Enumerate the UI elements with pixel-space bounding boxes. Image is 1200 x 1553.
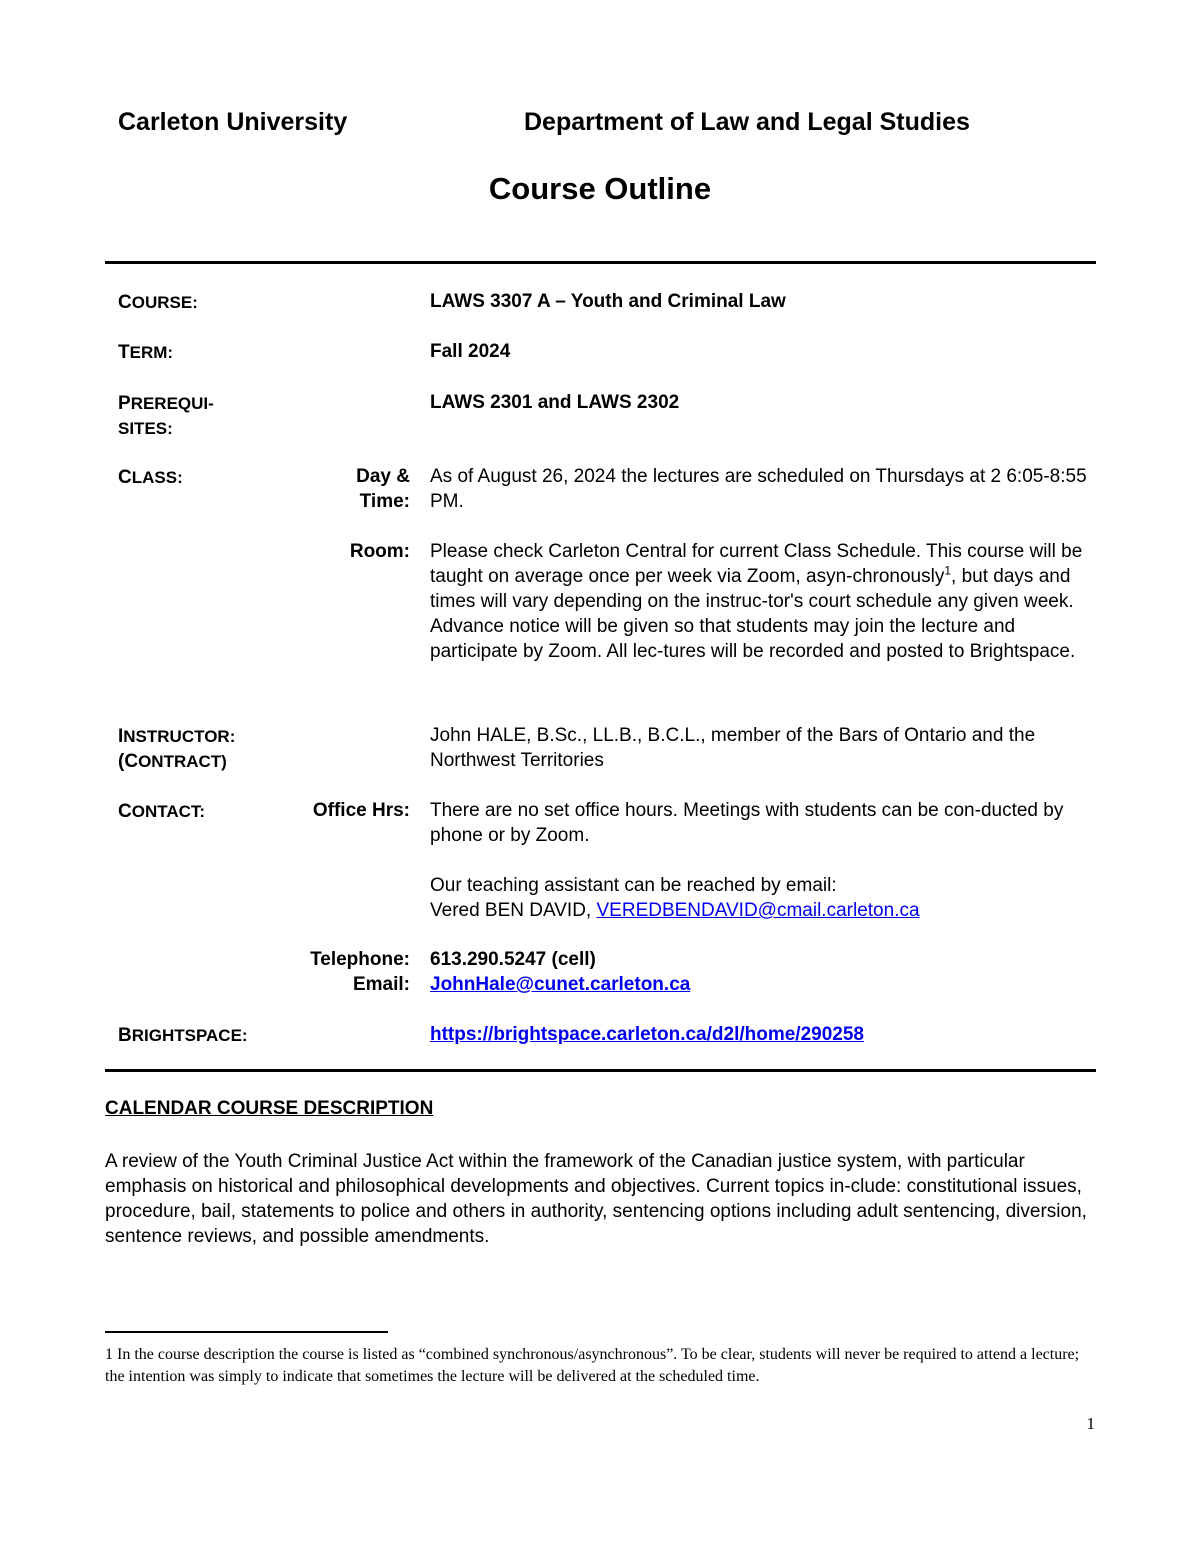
term-value: Fall 2024 (430, 341, 511, 362)
description-text: A review of the Youth Criminal Justice Act within the framework of the Canadian justice system, with particular emphasis on historical and philosophical developments and objectives. Current topics in-clude: constitutional issues, procedure, bail, statements to police and others in authority, sentencing options including adult sentencing, diversion, sentence reviews, and possible amendments. (105, 1151, 1087, 1247)
telephone-value: 613.290.5247 (cell) (430, 949, 596, 970)
brightspace-label: BRIGHTSPACE: (118, 1025, 248, 1046)
ta-contact (430, 873, 1092, 923)
class-label: CLASS: (118, 467, 183, 488)
prerequisites-label: PREREQUI- SITES: (118, 393, 214, 438)
term-label: TERM: (118, 342, 174, 363)
contact-label: CONTACT: (118, 801, 206, 822)
telephone-label: Telephone: (310, 949, 410, 970)
instructor-label: INSTRUCTOR: (CONTRACT) (118, 726, 236, 772)
page-title: Course Outline (488, 171, 712, 206)
brightspace-link[interactable]: https://brightspace.carleton.ca/d2l/home/290258 (430, 1024, 864, 1045)
ta-email-link[interactable]: VEREDBENDAVID@cmail.carleton.ca (596, 900, 920, 921)
office-hours-label: Office Hrs: (312, 800, 410, 821)
top-rule (105, 261, 1096, 264)
footnote-separator (105, 1331, 388, 1333)
footnote-number: 1 (105, 1346, 113, 1363)
day-time-value: As of August 26, 2024 the lectures are scheduled on Thursdays at 2 6:05-8:55 PM. (430, 466, 1087, 512)
course-label: COURSE: (118, 292, 198, 313)
day-time-label: Day & Time: (356, 466, 410, 512)
prerequisites-value: LAWS 2301 and LAWS 2302 (430, 392, 680, 413)
footnote-text: In the course description the course is listed as “combined synchronous/asynchronous”. To be clear, students will never be required to attend a lecture; the intention was simply to indicate that sometimes the lecture will be delivered at the scheduled time. (105, 1346, 1080, 1385)
room-label: Room: (349, 541, 410, 562)
office-hours-value: There are no set office hours. Meetings with students can be con-ducted by phone or by Zoom. (430, 800, 1064, 846)
footnote-ref: 1 (944, 563, 952, 578)
email-link[interactable]: JohnHale@cunet.carleton.ca (430, 974, 691, 995)
university-name: Carleton University (118, 108, 348, 136)
description-heading: CALENDAR COURSE DESCRIPTION (105, 1098, 434, 1119)
course-value: LAWS 3307 A – Youth and Criminal Law (430, 291, 786, 312)
page-number: 1 (1086, 1414, 1095, 1433)
email-label: Email: (352, 974, 410, 995)
room-value: Please check Carleton Central for current Class Schedule. This course will be taught on average once per week via Zoom, asyn-chronously$^1$, but days and times will vary depending on the instruc-tor's court schedule any given week. Advance notice will be given so that students may join the lecture and participate by Zoom. All lec-tures will be recorded and posted to Brightspace. (430, 541, 1083, 662)
department-name: Department of Law and Legal Studies (524, 108, 970, 136)
ta-intro: Our teaching assistant can be reached by email: (430, 875, 837, 896)
instructor-value: John HALE, B.Sc., LL.B., B.C.L., member of the Bars of Ontario and the Northwest Territories (430, 725, 1036, 771)
footnote (105, 1344, 1095, 1388)
ta-name: Vered BEN DAVID, (430, 900, 597, 921)
bottom-rule (105, 1069, 1096, 1072)
